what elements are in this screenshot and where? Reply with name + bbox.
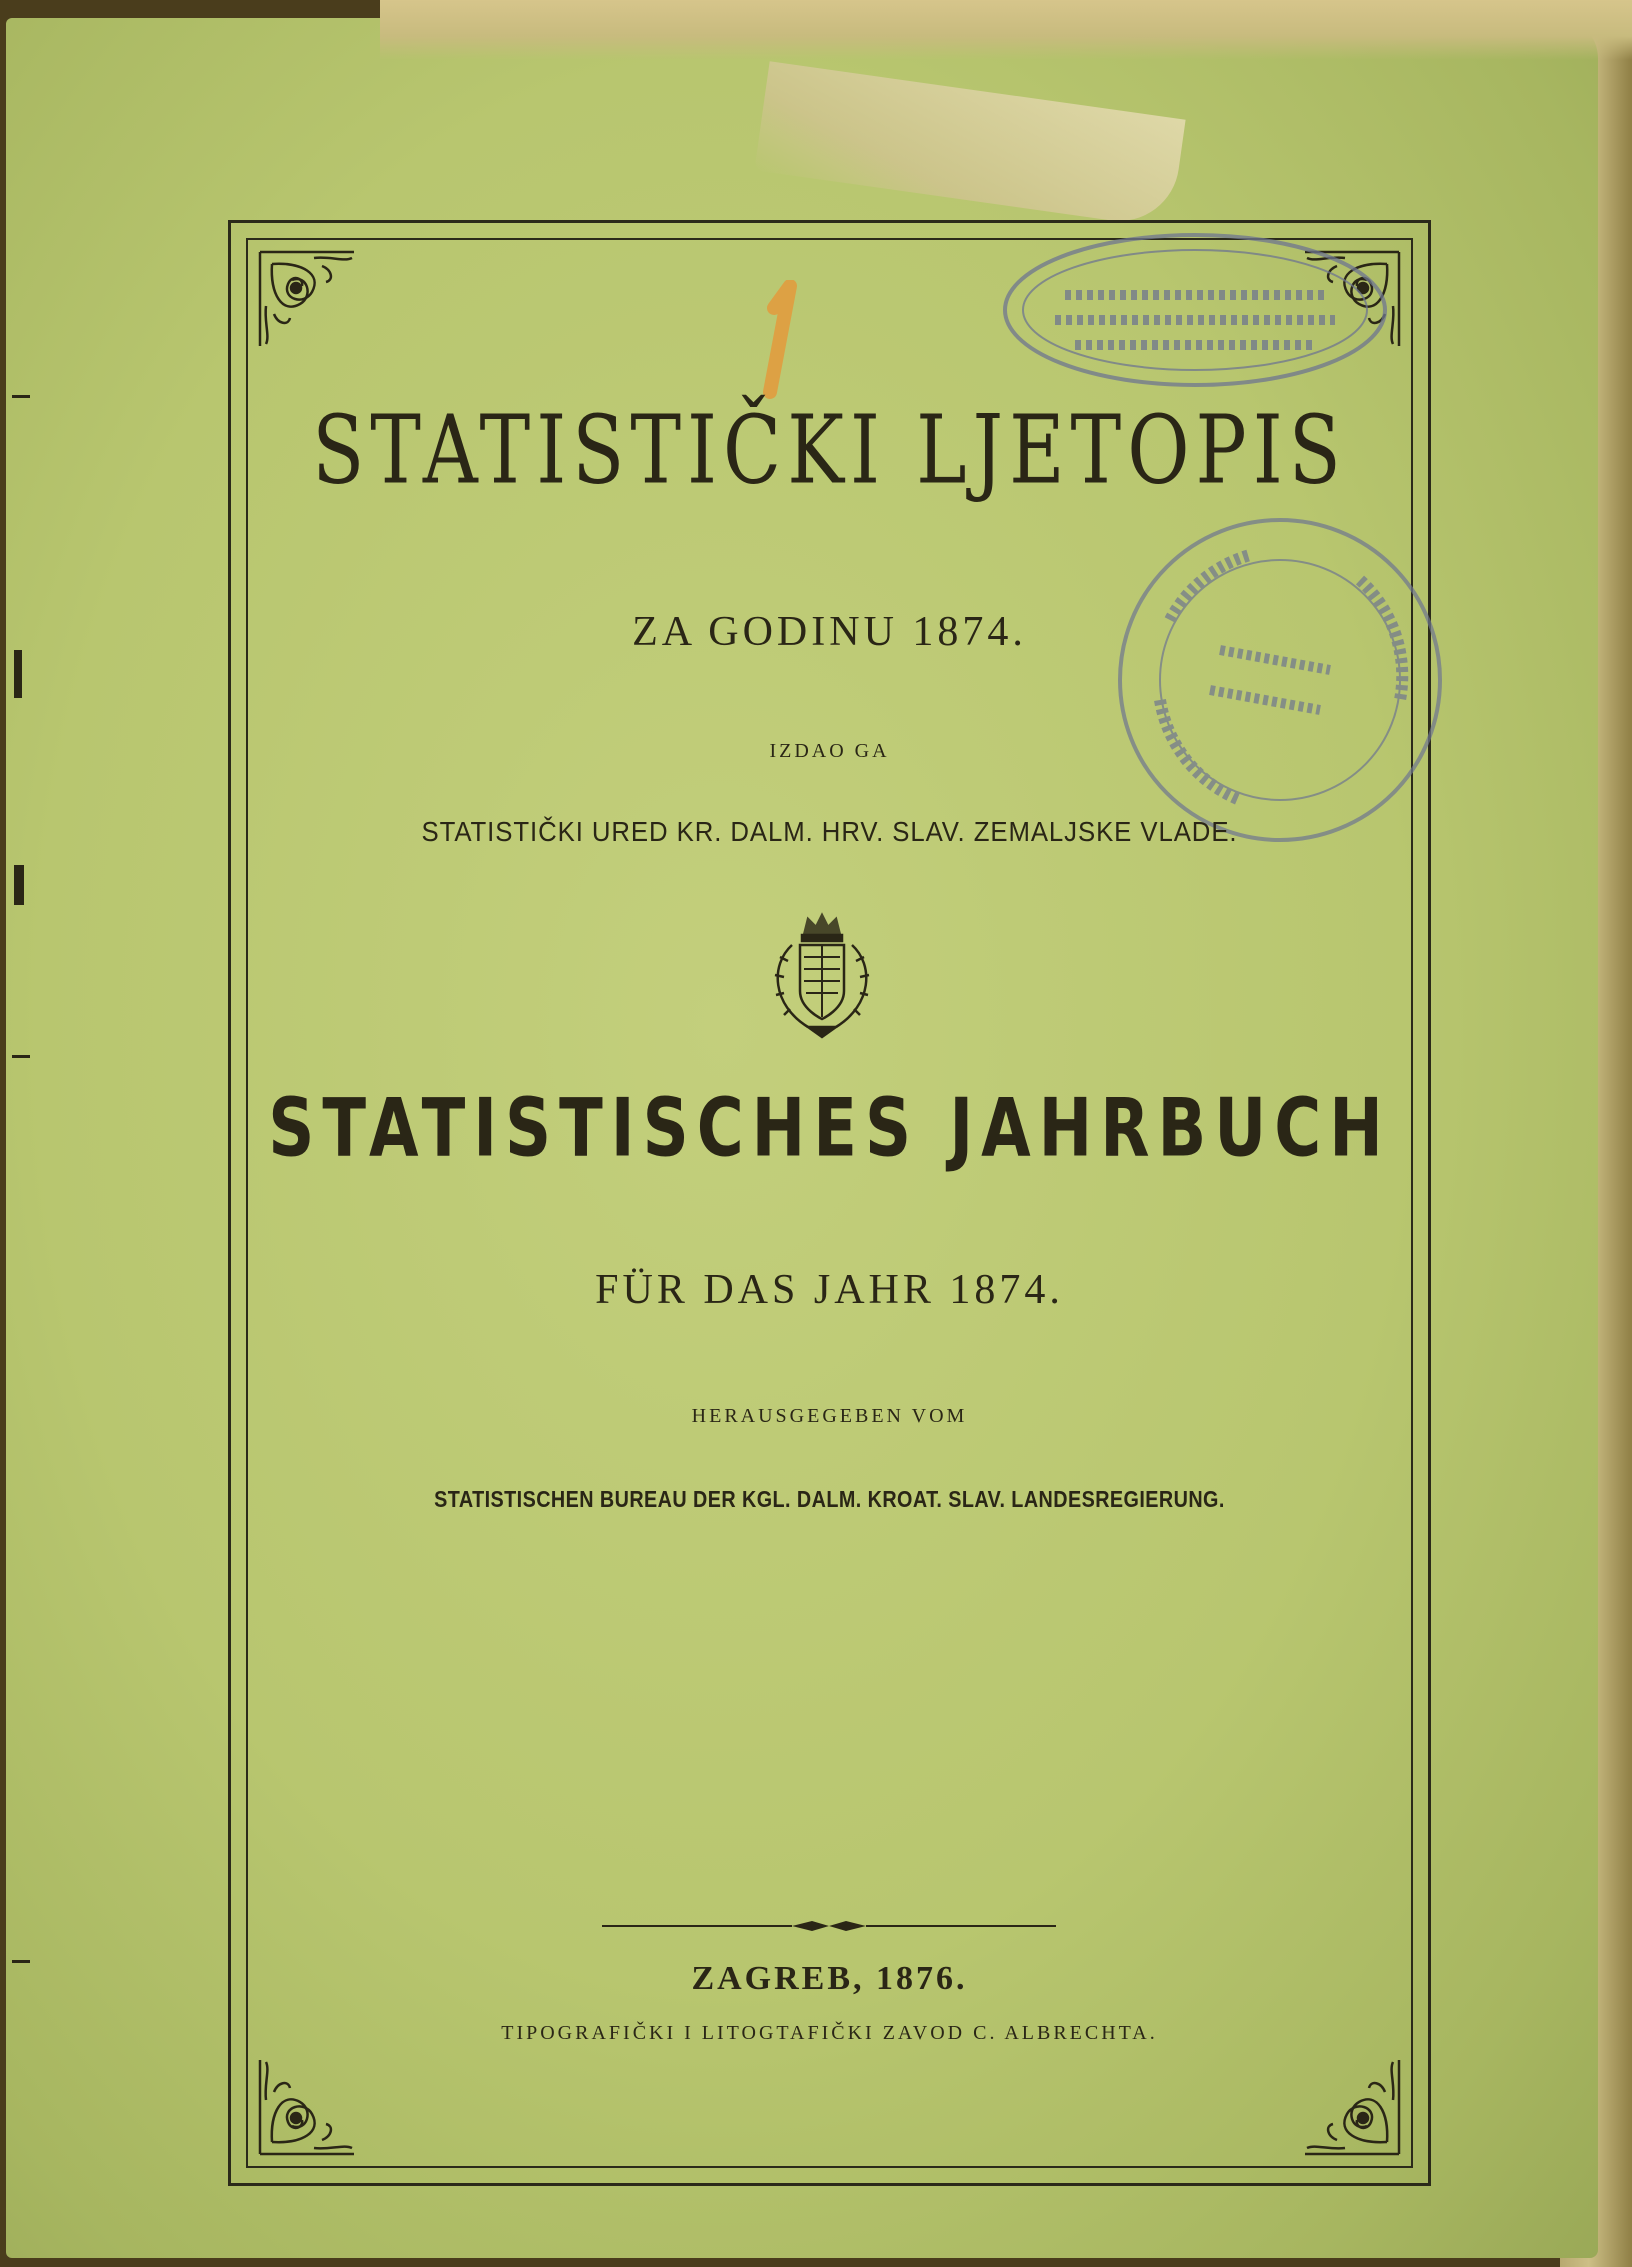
subtitle-croatian: ZA GODINU 1874. [632, 609, 1027, 655]
crayon-number-1 [730, 280, 820, 400]
title-german: STATISTISCHES JAHRBUCH [268, 1082, 1391, 1176]
corner-ornament-icon [252, 244, 362, 354]
published-by-croatian: IZDAO GA [769, 740, 890, 762]
coat-of-arms-icon [752, 905, 892, 1045]
left-edge-marks [0, 0, 30, 2267]
printer-line: TIPOGRAFIČKI I LITOGTAFIČKI ZAVOD C. ALBRECHTA. [501, 2022, 1158, 2044]
library-stamp-round [1100, 500, 1460, 860]
place-and-year: ZAGREB, 1876. [691, 1960, 968, 1997]
office-croatian: STATISTIČKI URED KR. DALM. HRV. SLAV. ZEMALJSKE VLADE. [421, 816, 1238, 847]
subtitle-german: FÜR DAS JAHR 1874. [595, 1267, 1064, 1313]
published-by-german: HERAUSGEGEBEN VOM [691, 1405, 968, 1427]
library-stamp-oval [995, 225, 1395, 395]
office-german: STATISTISCHEN BUREAU DER KGL. DALM. KROAT. SLAV. LANDESREGIERUNG. [434, 1486, 1225, 1512]
corner-ornament-icon [1297, 2052, 1407, 2162]
decorative-rule [602, 1918, 1056, 1934]
corner-ornament-icon [252, 2052, 362, 2162]
title-croatian: STATISTIČKI LJETOPIS [312, 393, 1347, 506]
torn-top-edge [380, 0, 1632, 60]
